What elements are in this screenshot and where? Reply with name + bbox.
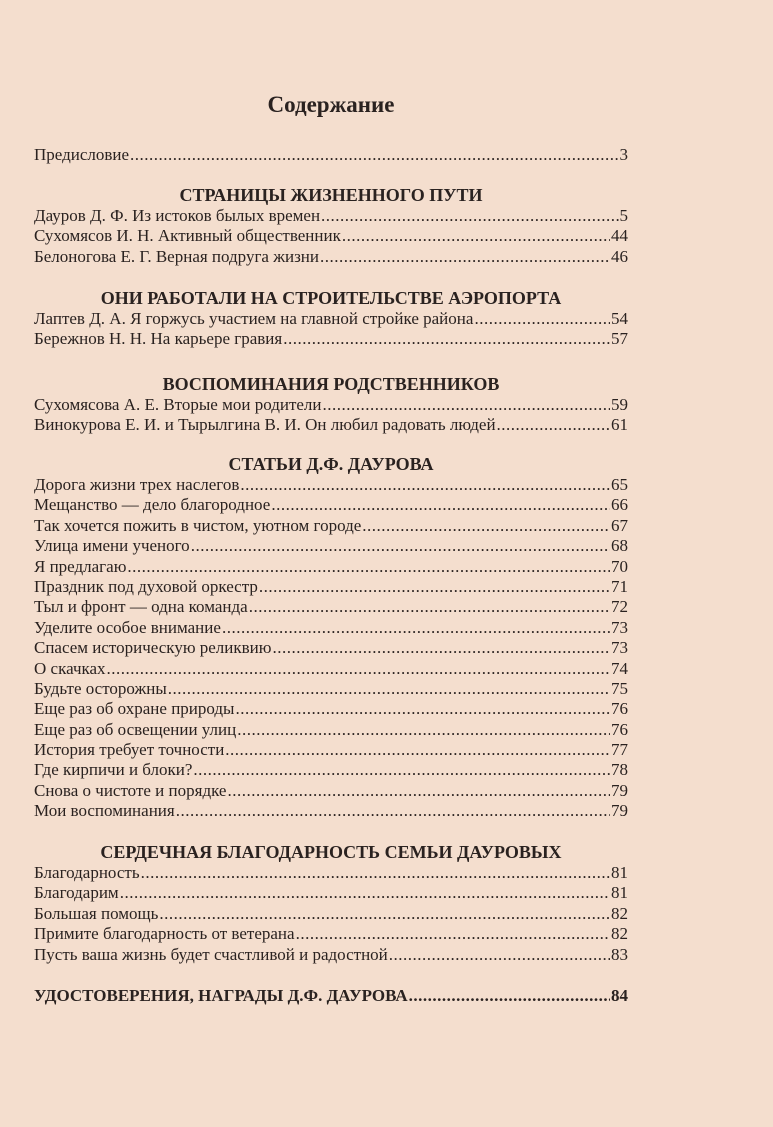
toc-entry-label: Еще раз об освещении улиц — [34, 719, 237, 739]
toc-entry — [34, 638, 628, 658]
toc-entry-page: 73 — [611, 617, 628, 637]
toc-entry — [34, 618, 628, 638]
toc-entry-label: Благодарность — [34, 863, 140, 882]
toc-entry — [34, 720, 628, 740]
toc-entry — [34, 986, 628, 1006]
toc-entry-label: Примите благодарность от ветерана — [34, 924, 295, 944]
toc-section — [34, 373, 628, 436]
toc-entry — [34, 206, 628, 226]
toc-entry-page: 76 — [611, 699, 628, 719]
toc-entry-page: 66 — [611, 495, 628, 515]
toc-entry-page: 82 — [611, 903, 628, 923]
toc-entry — [34, 659, 628, 679]
toc-entry-label: Так хочется пожить в чистом, уютном городе — [34, 515, 362, 535]
toc-entry-label: Мещанство — дело благородное — [34, 495, 271, 515]
dot-leader — [320, 247, 610, 267]
toc-entry-label: Пусть ваша жизнь будет счастливой и радостной — [34, 944, 388, 964]
toc-entry — [34, 760, 628, 780]
toc-entry-page: 68 — [611, 536, 628, 556]
toc-entry — [34, 415, 628, 435]
toc-section — [34, 453, 628, 822]
toc-entry — [34, 740, 628, 760]
dot-leader — [272, 638, 610, 658]
toc-entry-label: УДОСТОВЕРЕНИЯ, НАГРАДЫ Д.Ф. ДАУРОВА — [34, 986, 408, 1005]
toc-entry-label: Будьте осторожны — [34, 678, 167, 698]
dot-leader — [259, 577, 610, 597]
toc-entry-label: Мои воспоминания — [34, 801, 175, 821]
dot-leader — [225, 740, 610, 760]
toc-entry-label: Дорога жизни трех наслегов — [34, 475, 240, 494]
dot-leader — [342, 226, 610, 246]
dot-leader — [193, 760, 610, 780]
dot-leader — [222, 618, 610, 638]
toc-entry-page: 67 — [611, 515, 628, 535]
toc-entry-page: 83 — [611, 944, 628, 964]
section-heading: ВОСПОМИНАНИЯ РОДСТВЕННИКОВ — [162, 374, 500, 394]
toc-entry — [34, 536, 628, 556]
toc-entry-page: 5 — [619, 206, 628, 225]
toc-entry-label: Предисловие — [34, 145, 130, 164]
page-title: Содержание — [267, 92, 395, 117]
dot-leader — [191, 536, 610, 556]
dot-leader — [323, 395, 610, 415]
toc-entry-page: 46 — [611, 246, 628, 266]
toc-entry-label: Винокурова Е. И. и Тырылгина В. И. Он любил радовать людей — [34, 415, 496, 435]
toc-entry-page: 70 — [611, 556, 628, 576]
toc-entry-page: 65 — [611, 475, 628, 494]
dot-leader — [227, 781, 610, 801]
toc-entry — [34, 883, 628, 903]
toc-entry — [34, 226, 628, 246]
toc-entry-label: О скачках — [34, 658, 106, 678]
toc-entry — [34, 475, 628, 495]
toc-entry-page: 78 — [611, 760, 628, 780]
toc-entry — [34, 577, 628, 597]
toc-entry-label: Улица имени ученого — [34, 536, 190, 556]
dot-leader — [176, 801, 610, 821]
toc-entry-page: 79 — [611, 780, 628, 800]
toc-entry-label: Уделите особое внимание — [34, 617, 221, 637]
dot-leader — [107, 659, 610, 679]
dot-leader — [497, 415, 610, 435]
dot-leader — [237, 720, 610, 740]
toc-entry — [34, 395, 628, 415]
toc-entry-page: 82 — [611, 924, 628, 944]
toc-entry-page: 73 — [611, 638, 628, 658]
dot-leader — [389, 945, 610, 965]
toc-entry — [34, 557, 628, 577]
toc-entry — [34, 904, 628, 924]
toc-entry-label: Большая помощь — [34, 903, 159, 923]
toc-entry-label: Я предлагаю — [34, 556, 127, 576]
toc-entry — [34, 863, 628, 883]
toc-entry-page: 77 — [611, 740, 628, 760]
toc-entry — [34, 699, 628, 719]
dot-leader — [296, 924, 610, 944]
toc-entry — [34, 309, 628, 329]
dot-leader — [168, 679, 610, 699]
toc-entry-page: 75 — [611, 678, 628, 698]
section-heading: СТРАНИЦЫ ЖИЗНЕННОГО ПУТИ — [179, 185, 483, 205]
toc-section — [34, 184, 628, 267]
dot-leader — [409, 986, 610, 1006]
toc-entry — [34, 945, 628, 965]
toc-entry-label: Тыл и фронт — одна команда — [34, 597, 248, 617]
toc-entry — [34, 495, 628, 515]
dot-leader — [127, 557, 610, 577]
dot-leader — [362, 516, 610, 536]
toc-entry-page: 81 — [611, 883, 628, 903]
toc-preface — [34, 145, 628, 165]
toc-entry-label: Снова о чистоте и порядке — [34, 780, 227, 800]
toc-entry-label: Лаптев Д. А. Я горжусь участием на главной стройке района — [34, 309, 474, 328]
toc-entry-label: Дауров Д. Ф. Из истоков былых времен — [34, 206, 321, 225]
toc-entry-label: Спасем историческую реликвию — [34, 638, 272, 658]
toc-entry-page: 79 — [611, 801, 628, 821]
toc-entry-label: Еще раз об охране природы — [34, 699, 235, 719]
dot-leader — [271, 495, 610, 515]
dot-leader — [283, 329, 610, 349]
toc-entry-label: История требует точности — [34, 740, 225, 760]
toc-entry — [34, 924, 628, 944]
dot-leader — [321, 206, 618, 226]
dot-leader — [249, 597, 610, 617]
toc-entry-label: Сухомясова А. Е. Вторые мои родители — [34, 395, 322, 414]
toc-entry-label: Праздник под духовой оркестр — [34, 576, 258, 596]
toc-entry — [34, 597, 628, 617]
toc-entry-page: 81 — [611, 863, 628, 882]
toc-entry-label: Сухомясов И. Н. Активный общественник — [34, 226, 341, 246]
toc-entry-label: Бережнов Н. Н. На карьере гравия — [34, 329, 283, 349]
toc-entry-label: Благодарим — [34, 883, 119, 903]
toc-entry-page: 44 — [611, 226, 628, 246]
toc-entry-page: 59 — [611, 395, 628, 414]
dot-leader — [240, 475, 610, 495]
toc-entry-page: 57 — [611, 329, 628, 349]
toc-entry-page: 72 — [611, 597, 628, 617]
toc-entry-page: 3 — [619, 145, 628, 164]
toc-entry-label: Где кирпичи и блоки? — [34, 760, 193, 780]
toc-final — [34, 986, 628, 1006]
section-heading: СТАТЬИ Д.Ф. ДАУРОВА — [228, 454, 434, 474]
toc-entry — [34, 679, 628, 699]
dot-leader — [141, 863, 610, 883]
section-heading: ОНИ РАБОТАЛИ НА СТРОИТЕЛЬСТВЕ АЭРОПОРТА — [100, 288, 562, 308]
toc-entry-label: Белоногова Е. Г. Верная подруга жизни — [34, 246, 319, 266]
toc-entry — [34, 781, 628, 801]
toc-entry — [34, 801, 628, 821]
toc-entry — [34, 145, 628, 165]
toc-entry — [34, 329, 628, 349]
toc-entry-page: 84 — [611, 986, 628, 1005]
toc-entry-page: 71 — [611, 576, 628, 596]
toc-entry-page: 76 — [611, 719, 628, 739]
dot-leader — [120, 883, 610, 903]
toc-section — [34, 841, 628, 965]
dot-leader — [235, 699, 610, 719]
dot-leader — [130, 145, 618, 165]
dot-leader — [474, 309, 610, 329]
toc-entry-page: 74 — [611, 658, 628, 678]
toc-section — [34, 287, 628, 350]
toc-entry — [34, 516, 628, 536]
toc-entry-page: 54 — [611, 309, 628, 328]
dot-leader — [159, 904, 610, 924]
toc-entry-page: 61 — [611, 415, 628, 435]
section-heading: СЕРДЕЧНАЯ БЛАГОДАРНОСТЬ СЕМЬИ ДАУРОВЫХ — [100, 842, 562, 862]
toc-entry — [34, 247, 628, 267]
